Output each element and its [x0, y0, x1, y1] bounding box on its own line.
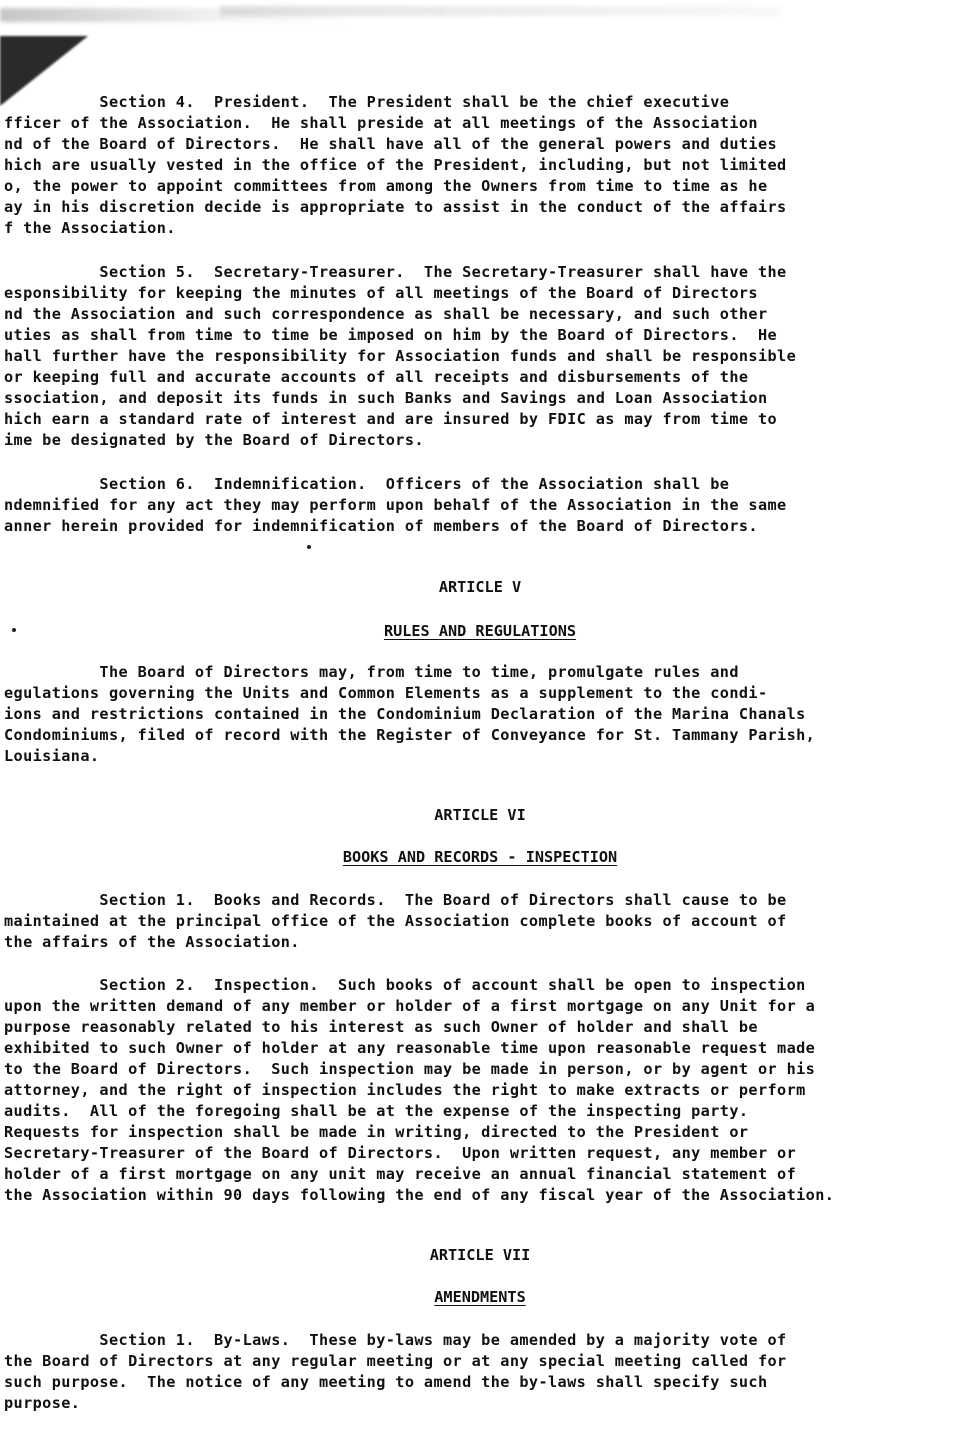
text-line: exhibited to such Owner of holder at any reasonable time upon reasonable request made: [4, 1039, 816, 1057]
text-line: the Board of Directors at any regular meeting or at any special meeting called for: [4, 1352, 787, 1370]
article-7-subtitle: AMENDMENTS: [434, 1288, 526, 1306]
text-line: f the Association.: [4, 219, 176, 237]
text-line: o, the power to appoint committees from among the Owners from time to time as he: [4, 177, 768, 195]
article-6-section-1: [4, 890, 924, 953]
scan-smudge: [220, 6, 780, 16]
text-line: hich earn a standard rate of interest and are insured by FDIC as may from time to: [4, 410, 778, 428]
text-line: nd of the Board of Directors. He shall have all of the general powers and duties: [4, 135, 778, 153]
text-line: ay in his discretion decide is appropriate to assist in the conduct of the affairs: [4, 198, 787, 216]
text-line: The Board of Directors may, from time to time, promulgate rules and: [4, 663, 739, 681]
text-line: Requests for inspection shall be made in writing, directed to the President or: [4, 1123, 749, 1141]
text-line: Section 2. Inspection. Such books of account shall be open to inspection: [4, 976, 806, 994]
scan-speck: [307, 545, 311, 549]
text-line: the Association within 90 days following the end of any fiscal year of the Association.: [4, 1186, 835, 1204]
text-line: ions and restrictions contained in the Condominium Declaration of the Marina Chanals: [4, 705, 806, 723]
section-6-indemnification: [4, 474, 924, 537]
text-line: audits. All of the foregoing shall be at the expense of the inspecting party.: [4, 1102, 749, 1120]
text-line: esponsibility for keeping the minutes of all meetings of the Board of Directors: [4, 284, 758, 302]
article-7-title: ARTICLE VII: [429, 1246, 531, 1264]
text-line: Section 5. Secretary-Treasurer. The Secretary-Treasurer shall have the: [4, 263, 787, 281]
text-line: ndemnified for any act they may perform upon behalf of the Association in the same: [4, 496, 787, 514]
article-7-section-1: [4, 1330, 924, 1414]
article-6-section-2: [4, 975, 924, 1206]
text-line: such purpose. The notice of any meeting to amend the by-laws shall specify such: [4, 1373, 768, 1391]
text-line: hich are usually vested in the office of the President, including, but not limited: [4, 156, 787, 174]
text-line: Secretary-Treasurer of the Board of Directors. Upon written request, any member or: [4, 1144, 797, 1162]
text-line: Condominiums, filed of record with the Register of Conveyance for St. Tammany Parish,: [4, 726, 816, 744]
text-line: ime be designated by the Board of Directors.: [4, 431, 424, 449]
section-5-secretary-treasurer: [4, 262, 924, 451]
text-line: ssociation, and deposit its funds in such Banks and Savings and Loan Association: [4, 389, 768, 407]
article-6-title: ARTICLE VI: [434, 806, 526, 824]
section-4-president: [4, 92, 924, 239]
text-line: nd the Association and such correspondence as shall be necessary, and such other: [4, 305, 768, 323]
text-line: maintained at the principal office of the Association complete books of account of: [4, 912, 787, 930]
text-line: Section 1. Books and Records. The Board of Directors shall cause to be: [4, 891, 787, 909]
text-line: the affairs of the Association.: [4, 933, 300, 951]
text-line: Section 1. By-Laws. These by-laws may be amended by a majority vote of: [4, 1331, 787, 1349]
text-line: Section 6. Indemnification. Officers of the Association shall be: [4, 475, 730, 493]
text-line: purpose.: [4, 1394, 81, 1412]
text-line: holder of a first mortgage on any unit may receive an annual financial statement of: [4, 1165, 797, 1183]
text-line: purpose reasonably related to his interest as such Owner of holder and shall be: [4, 1018, 758, 1036]
text-line: fficer of the Association. He shall preside at all meetings of the Association: [4, 114, 758, 132]
text-line: uties as shall from time to time be imposed on him by the Board of Directors. He: [4, 326, 778, 344]
text-line: hall further have the responsibility for Association funds and shall be responsible: [4, 347, 797, 365]
text-line: upon the written demand of any member or holder of a first mortgage on any Unit for a: [4, 997, 816, 1015]
text-line: egulations governing the Units and Common Elements as a supplement to the condi-: [4, 684, 768, 702]
text-line: or keeping full and accurate accounts of all receipts and disbursements of the: [4, 368, 749, 386]
article-6-subtitle: BOOKS AND RECORDS - INSPECTION: [342, 848, 618, 866]
text-line: Section 4. President. The President shall be the chief executive: [4, 93, 730, 111]
text-line: anner herein provided for indemnification of members of the Board of Directors.: [4, 517, 758, 535]
text-line: to the Board of Directors. Such inspection may be made in person, or by agent or his: [4, 1060, 816, 1078]
article-5-title: ARTICLE V: [438, 578, 522, 596]
article-5-body: [4, 662, 924, 767]
text-line: attorney, and the right of inspection includes the right to make extracts or perform: [4, 1081, 806, 1099]
text-line: Louisiana.: [4, 747, 100, 765]
article-5-subtitle: RULES AND REGULATIONS: [383, 622, 577, 640]
